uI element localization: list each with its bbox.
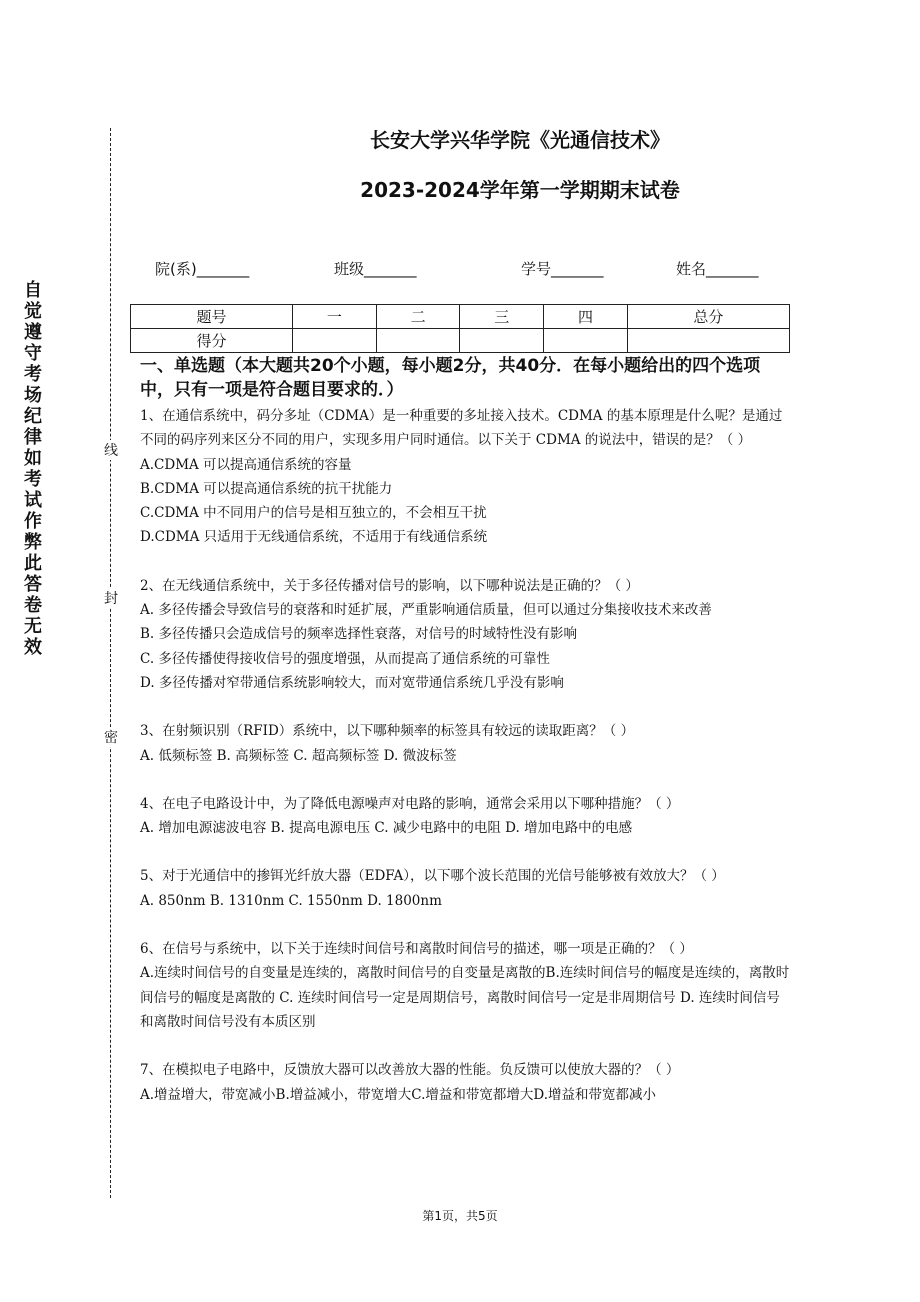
question-5 [140,864,790,913]
question-stem: 3、在射频识别（RFID）系统中，以下哪种频率的标签具有较远的读取距离？（ ） [140,723,635,740]
exam-subtitle: 2023-2024学年第一学期期末试卷 [360,178,680,202]
question-1 [140,404,790,550]
score-header-cell: 题号 [131,305,293,329]
score-cell[interactable] [627,329,789,353]
score-header-cell: 总分 [627,305,789,329]
question-stem: 2、在无线通信系统中，关于多径传播对信号的影响，以下哪种说法是正确的？（ ） [140,577,639,594]
discipline-notice: 自觉遵守考场纪律如考试作弊此答卷无效 [24,280,42,658]
seal-mark-mi: 密 [103,727,119,747]
seal-dashed-line [110,128,111,1198]
score-table [130,304,790,353]
question-option: A.连续时间信号的自变量是连续的，离散时间信号的自变量是离散的B.连续时间信号的幅度是连续的，离散时间信号的幅度是离散的 C. 连续时间信号一定是周期信号，离散时间信号一定是非周期信号 D. 连续时间信号和离散时间信号没有本质区别 [140,965,790,1030]
question-stem: 5、对于光通信中的掺铒光纤放大器（EDFA），以下哪个波长范围的光信号能够被有效放大？（ ） [140,868,725,885]
seal-mark-feng: 封 [103,588,119,608]
question-7 [140,1058,790,1107]
section-heading: 一、单选题（本大题共20个小题，每小题2分，共40分．在每小题给出的四个选项中，只有一项是符合题目要求的．） [140,356,761,400]
score-cell[interactable] [460,329,544,353]
student-id-field: 学号_______ [521,260,604,278]
score-row-label: 得分 [131,329,293,353]
question-option: C.CDMA 中不同用户的信号是相互独立的，不会相互干扰 [140,505,487,522]
question-4 [140,792,790,841]
seal-mark-xian: 线 [103,440,119,460]
dept-field: 院(系)_______ [155,260,250,278]
score-table-score-row [131,329,790,353]
question-option: B.CDMA 可以提高通信系统的抗干扰能力 [140,480,393,497]
name-field: 姓名_______ [676,260,759,278]
question-option: D. 多径传播对窄带通信系统影响较大，而对宽带通信系统几乎没有影响 [140,674,564,691]
student-info-row [155,258,795,282]
page-footer: 第1页，共5页 [422,1209,498,1223]
score-header-cell: 四 [544,305,628,329]
score-cell[interactable] [293,329,377,353]
exam-title: 长安大学兴华学院《光通信技术》 [370,128,670,152]
question-option: A.增益增大，带宽减小B.增益减小，带宽增大C.增益和带宽都增大D.增益和带宽都减小 [140,1086,657,1103]
question-option: A. 多径传播会导致信号的衰落和时延扩展，严重影响通信质量，但可以通过分集接收技术来改善 [140,602,712,619]
question-option: A. 增加电源滤波电容 B. 提高电源电压 C. 减少电路中的电阻 D. 增加电路中的电感 [140,820,633,837]
question-option: A. 低频标签 B. 高频标签 C. 超高频标签 D. 微波标签 [140,747,457,764]
question-stem: 4、在电子电路设计中，为了降低电源噪声对电路的影响，通常会采用以下哪种措施？（ ） [140,795,680,812]
question-option: D.CDMA 只适用于无线通信系统，不适用于有线通信系统 [140,529,488,546]
score-cell[interactable] [544,329,628,353]
question-option: C. 多径传播使得接收信号的强度增强，从而提高了通信系统的可靠性 [140,650,550,667]
score-table-header-row [131,305,790,329]
question-stem: 6、在信号与系统中，以下关于连续时间信号和离散时间信号的描述，哪一项是正确的？（ ） [140,941,693,958]
question-option: B. 多径传播只会造成信号的频率选择性衰落，对信号的时域特性没有影响 [140,626,578,643]
score-header-cell: 二 [376,305,460,329]
question-3 [140,719,790,768]
question-stem: 7、在模拟电子电路中，反馈放大器可以改善放大器的性能。负反馈可以使放大器的？（ ） [140,1062,680,1079]
exam-content [140,354,790,1131]
score-header-cell: 一 [293,305,377,329]
question-2 [140,574,790,695]
score-cell[interactable] [376,329,460,353]
class-field: 班级_______ [334,260,417,278]
score-header-cell: 三 [460,305,544,329]
question-option: A.CDMA 可以提高通信系统的容量 [140,456,352,473]
question-6 [140,937,790,1034]
question-option: A. 850nm B. 1310nm C. 1550nm D. 1800nm [140,892,442,909]
question-stem: 1、在通信系统中，码分多址（CDMA）是一种重要的多址接入技术。CDMA 的基本原理是什么呢？是通过不同的码序列来区分不同的用户，实现多用户同时通信。以下关于 CDMA 的说法中，错误的是？（ ） [140,408,783,449]
